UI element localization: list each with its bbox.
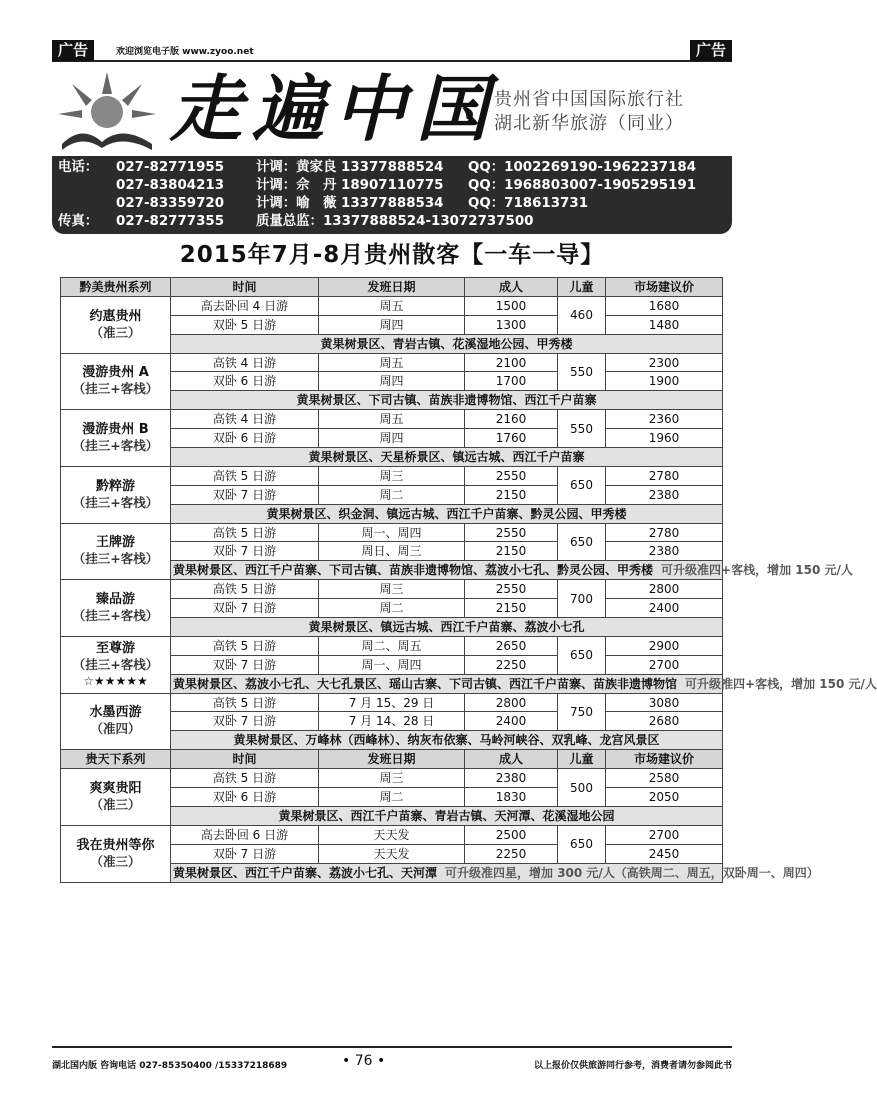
market-price: 2680 [606,712,723,731]
adult-price: 2150 [465,485,558,504]
child-price: 650 [558,523,606,561]
route-spots [171,731,723,750]
ad-tag-left: 广告 [52,40,94,61]
adult-price: 2250 [465,844,558,863]
column-header-time: 时间 [171,750,319,769]
market-price: 2300 [606,353,723,372]
child-price: 650 [558,466,606,504]
market-price: 2700 [606,655,723,674]
trip-duration: 高铁 5 日游 [171,466,319,485]
brand-logo-text: 走遍中国 [170,66,499,151]
table-row [61,296,723,315]
departure-date: 周五 [319,353,465,372]
trip-duration: 双卧 7 日游 [171,844,319,863]
adult-price: 2550 [465,523,558,542]
top-bar [52,40,732,62]
departure-date: 7 月 15、29 日 [319,693,465,712]
contact-qq: QQ：1968803007-1905295191 [468,178,697,193]
departure-date: 周三 [319,769,465,788]
trip-duration: 双卧 6 日游 [171,372,319,391]
adult-price: 2380 [465,769,558,788]
route-hotel-grade: （挂三+客栈） [72,608,159,624]
upgrade-note: 可升级准四星，增加 300 元/人（高铁周二、周五，双卧周一、周四） [445,865,819,880]
route-hotel-grade: （挂三+客栈） [72,656,159,672]
table-row [61,410,723,429]
table-row [61,825,723,844]
market-price: 2700 [606,825,723,844]
route-name-cell [61,523,171,580]
route-name: 黔粹游 [95,478,135,494]
departure-date: 周三 [319,466,465,485]
spots-text: 黄果树景区、织金洞、镇远古城、西江千户苗寨、黔灵公园、甲秀楼 [266,506,627,521]
column-header-market: 市场建议价 [606,278,723,297]
table-row [61,353,723,372]
departure-date: 周三 [319,580,465,599]
market-price: 1680 [606,296,723,315]
column-header-child: 儿童 [558,750,606,769]
adult-price: 2550 [465,466,558,485]
route-name-cell [61,466,171,523]
market-price: 2780 [606,466,723,485]
spots-text: 黄果树景区、镇远古城、西江千户苗寨、荔波小七孔 [308,619,585,634]
market-price: 2380 [606,542,723,561]
child-price: 700 [558,580,606,618]
route-name: 漫游贵州 A [82,365,149,381]
departure-date: 周四 [319,429,465,448]
child-price: 650 [558,825,606,863]
market-price: 2780 [606,523,723,542]
trip-duration: 高去卧回 4 日游 [171,296,319,315]
route-spots [171,863,819,882]
agency-names [494,88,684,136]
upgrade-note: 可升级准四+客栈，增加 150 元/人 [661,563,853,578]
departure-date: 周二、周五 [319,636,465,655]
trip-duration: 高铁 5 日游 [171,636,319,655]
adult-price: 2160 [465,410,558,429]
contact-row [58,177,726,195]
route-hotel-grade: （挂三+客栈） [72,494,159,510]
route-spots [171,391,723,410]
route-name: 爽爽贵阳 [89,780,142,796]
column-header-market: 市场建议价 [606,750,723,769]
table-row [61,693,723,712]
departure-date: 周二 [319,599,465,618]
upgrade-note: 可升级准四+客栈，增加 150 元/人 [685,676,877,691]
agency-name-2: 湖北新华旅游（同业） [494,113,684,134]
market-price: 2360 [606,410,723,429]
contact-panel [52,156,732,234]
adult-price: 1830 [465,788,558,807]
table-row [61,580,723,599]
table-header-row [61,278,723,297]
route-name: 约惠贵州 [89,308,142,324]
route-name-cell [61,410,171,467]
spots-text: 黄果树景区、天星桥景区、镇远古城、西江千户苗寨 [308,449,585,464]
spots-text: 黄果树景区、西江千户苗寨、荔波小七孔、天河潭 [173,865,438,880]
trip-duration: 高去卧回 6 日游 [171,825,319,844]
market-price: 2580 [606,769,723,788]
departure-date: 7 月 14、28 日 [319,712,465,731]
route-name-cell [61,296,171,353]
route-spots [171,448,723,467]
departure-date: 周四 [319,315,465,334]
route-hotel-grade: （准三） [90,324,141,340]
child-price: 460 [558,296,606,334]
trip-duration: 双卧 6 日游 [171,429,319,448]
contact-phone: 027-83359720 [116,196,225,211]
column-header-series: 黔美贵州系列 [61,278,171,297]
route-spots [171,674,877,693]
adult-price: 2400 [465,712,558,731]
route-hotel-grade: （挂三+客栈） [72,381,159,397]
agency-name-1: 贵州省中国国际旅行社 [494,89,684,110]
route-hotel-grade: （准三） [90,796,141,812]
contact-person: 计调：佘 丹 18907110775 [256,178,444,193]
adult-price: 1760 [465,429,558,448]
route-spots [171,806,723,825]
contact-phone: 027-83804213 [116,178,225,193]
route-name: 我在贵州等你 [76,837,155,853]
contact-person: 计调：喻 薇 13377888534 [256,196,444,211]
spots-text: 黄果树景区、万峰林（西峰林）、纳灰布依寨、马岭河峡谷、双乳峰、龙宫风景区 [233,733,660,748]
departure-date: 周日、周三 [319,542,465,561]
spots-text: 黄果树景区、西江千户苗寨、青岩古镇、天河潭、花溪湿地公园 [278,808,615,823]
trip-duration: 高铁 5 日游 [171,580,319,599]
trip-duration: 双卧 7 日游 [171,542,319,561]
market-price: 1480 [606,315,723,334]
trip-duration: 双卧 5 日游 [171,315,319,334]
trip-duration: 高铁 4 日游 [171,410,319,429]
adult-price: 2150 [465,599,558,618]
route-spots [171,334,723,353]
route-hotel-grade: （挂三+客栈） [72,438,159,454]
adult-price: 1500 [465,296,558,315]
trip-duration: 高铁 5 日游 [171,769,319,788]
sun-logo-icon [52,64,162,156]
contact-row [58,213,726,231]
route-name: 水墨西游 [89,705,142,721]
table-row [61,523,723,542]
route-hotel-grade: （挂三+客栈） [72,551,159,567]
trip-duration: 双卧 6 日游 [171,788,319,807]
table-row [61,466,723,485]
departure-date: 周二 [319,788,465,807]
trip-duration: 高铁 5 日游 [171,523,319,542]
column-header-adult: 成人 [465,278,558,297]
route-spots [171,504,723,523]
banner [52,64,732,156]
route-name: 至尊游 [95,640,135,656]
trip-duration: 双卧 7 日游 [171,712,319,731]
trip-duration: 双卧 7 日游 [171,599,319,618]
adult-price: 2550 [465,580,558,599]
market-price: 2400 [606,599,723,618]
page-title: 2015年7月-8月贵州散客【一车一导】 [179,242,605,268]
table-row [61,636,723,655]
market-price: 2800 [606,580,723,599]
route-name-cell [61,693,171,750]
route-stars: ☆★★★★★ [83,673,148,688]
child-price: 550 [558,353,606,391]
welcome-text: 欢迎浏览电子版 www.zyoo.net [116,47,254,57]
route-hotel-grade: （准三） [90,853,141,869]
page-number: • 76 • [342,1053,386,1069]
adult-price: 2650 [465,636,558,655]
contact-person: 质量总监：13377888524-13072737500 [256,214,534,229]
contact-label: 传真： [58,214,99,229]
trip-duration: 双卧 7 日游 [171,655,319,674]
route-name: 王牌游 [95,535,135,551]
route-name-cell [61,580,171,637]
market-price: 3080 [606,693,723,712]
contact-phone: 027-82771955 [116,160,225,175]
child-price: 550 [558,410,606,448]
adult-price: 1700 [465,372,558,391]
contact-person: 计调：黄家良 13377888524 [256,160,444,175]
departure-date: 天天发 [319,825,465,844]
column-header-child: 儿童 [558,278,606,297]
contact-row [58,195,726,213]
contact-qq: QQ：718613731 [468,196,589,211]
column-header-series: 贵天下系列 [61,750,171,769]
footer-contact: 湖北国内版 咨询电话 027-85350400 /15337218689 [52,1061,288,1071]
market-price: 2900 [606,636,723,655]
departure-date: 周四 [319,372,465,391]
tour-table [60,277,877,883]
trip-duration: 高铁 5 日游 [171,693,319,712]
contact-row [58,159,726,177]
route-name-cell [61,636,171,693]
market-price: 1900 [606,372,723,391]
route-name-cell [61,825,171,882]
contact-label [58,195,116,213]
market-price: 2050 [606,788,723,807]
departure-date: 周五 [319,410,465,429]
departure-date: 周一、周四 [319,523,465,542]
ad-tag-right: 广告 [690,40,732,61]
table-header-row [61,750,723,769]
child-price: 650 [558,636,606,674]
spots-text: 黄果树景区、下司古镇、苗族非遗博物馆、西江千户苗寨 [296,393,597,408]
route-hotel-grade: （准四） [90,721,141,737]
column-header-time: 时间 [171,278,319,297]
column-header-date: 发班日期 [319,278,465,297]
departure-date: 周一、周四 [319,655,465,674]
market-price: 2450 [606,844,723,863]
spots-text: 黄果树景区、青岩古镇、花溪湿地公园、甲秀楼 [320,336,573,351]
column-header-date: 发班日期 [319,750,465,769]
trip-duration: 双卧 7 日游 [171,485,319,504]
column-header-adult: 成人 [465,750,558,769]
departure-date: 周五 [319,296,465,315]
adult-price: 2800 [465,693,558,712]
footer-disclaimer: 以上报价仅供旅游同行参考，消费者请勿参阅此书 [533,1061,732,1071]
contact-label [58,177,116,195]
table-row [61,769,723,788]
adult-price: 2150 [465,542,558,561]
market-price: 1960 [606,429,723,448]
route-name-cell [61,353,171,410]
route-name: 漫游贵州 B [82,422,149,438]
child-price: 750 [558,693,606,731]
route-name-cell [61,769,171,826]
spots-text: 黄果树景区、荔波小七孔、大七孔景区、瑶山古寨、下司古镇、西江千户苗寨、苗族非遗博物馆 [173,676,678,691]
contact-label: 电话： [58,160,99,175]
adult-price: 2250 [465,655,558,674]
child-price: 500 [558,769,606,807]
spots-text: 黄果树景区、西江千户苗寨、下司古镇、苗族非遗博物馆、荔波小七孔、黔灵公园、甲秀楼 [173,563,654,578]
route-spots [171,561,853,580]
contact-phone: 027-82777355 [116,214,225,229]
adult-price: 2500 [465,825,558,844]
departure-date: 天天发 [319,844,465,863]
market-price: 2380 [606,485,723,504]
adult-price: 1300 [465,315,558,334]
trip-duration: 高铁 4 日游 [171,353,319,372]
route-spots [171,618,723,637]
adult-price: 2100 [465,353,558,372]
footer [52,1046,732,1072]
departure-date: 周二 [319,485,465,504]
contact-qq: QQ：1002269190-1962237184 [468,160,697,175]
route-name: 臻品游 [95,592,135,608]
